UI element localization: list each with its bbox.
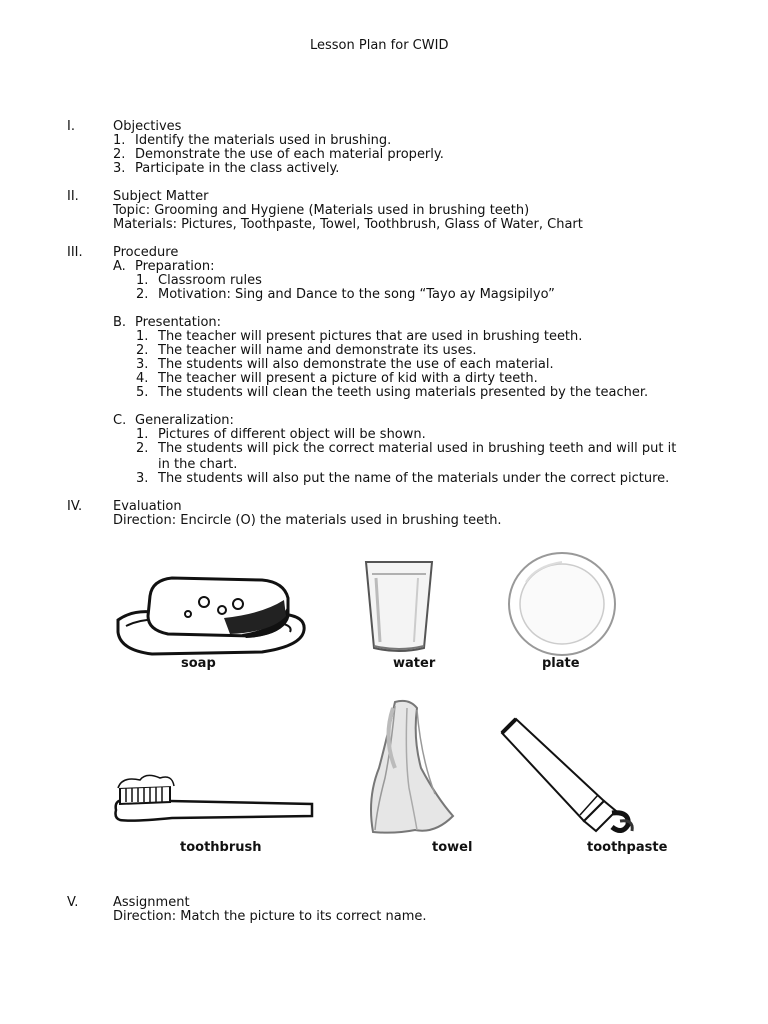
section-numeral-assignment: V. <box>67 895 79 910</box>
soap-icon <box>112 570 312 660</box>
list-number: 1. <box>136 427 149 442</box>
preparation-item: Classroom rules <box>158 273 262 288</box>
presentation-item: The teacher will name and demonstrate its uses. <box>158 343 477 358</box>
generalization-item: Pictures of different object will be shown. <box>158 427 426 442</box>
section-heading-procedure: Procedure <box>113 245 179 260</box>
towel-icon <box>365 698 457 838</box>
generalization-item: The students will pick the correct material used in brushing teeth and will put it <box>158 441 677 456</box>
subsection-letter: A. <box>113 259 126 274</box>
presentation-item: The teacher will present pictures that are used in brushing teeth. <box>158 329 583 344</box>
list-number: 3. <box>136 357 149 372</box>
objective-item: Participate in the class actively. <box>135 161 340 176</box>
section-numeral-subject-matter: II. <box>67 189 79 204</box>
section-heading-objectives: Objectives <box>113 119 182 134</box>
list-number: 1. <box>113 133 126 148</box>
subsection-letter: C. <box>113 413 127 428</box>
picture-label-towel: towel <box>432 840 473 855</box>
list-number: 5. <box>136 385 149 400</box>
picture-label-toothbrush: toothbrush <box>180 840 262 855</box>
list-number: 2. <box>113 147 126 162</box>
list-number: 4. <box>136 371 149 386</box>
preparation-item: Motivation: Sing and Dance to the song “Tayo ay Magsipilyo” <box>158 287 555 302</box>
list-number: 2. <box>136 441 149 456</box>
subsection-letter: B. <box>113 315 127 330</box>
section-heading-evaluation: Evaluation <box>113 499 182 514</box>
presentation-item: The students will also demonstrate the use of each material. <box>158 357 554 372</box>
list-number: 3. <box>113 161 126 176</box>
subsection-heading-presentation: Presentation: <box>135 315 222 330</box>
plate-icon <box>506 550 618 658</box>
subject-materials: Materials: Pictures, Toothpaste, Towel, Toothbrush, Glass of Water, Chart <box>113 217 583 232</box>
subject-topic: Topic: Grooming and Hygiene (Materials used in brushing teeth) <box>113 203 530 218</box>
objective-item: Identify the materials used in brushing. <box>135 133 392 148</box>
presentation-item: The students will clean the teeth using materials presented by the teacher. <box>158 385 649 400</box>
list-number: 3. <box>136 471 149 486</box>
section-numeral-procedure: III. <box>67 245 83 260</box>
section-numeral-evaluation: IV. <box>67 499 83 514</box>
list-number: 1. <box>136 329 149 344</box>
generalization-item-continued: in the chart. <box>158 457 238 472</box>
glass-of-water-icon <box>362 558 436 654</box>
assignment-direction: Direction: Match the picture to its correct name. <box>113 909 427 924</box>
picture-label-plate: plate <box>542 656 580 671</box>
picture-label-water: water <box>393 656 436 671</box>
toothpaste-icon <box>500 715 650 840</box>
subsection-heading-preparation: Preparation: <box>135 259 215 274</box>
section-heading-subject-matter: Subject Matter <box>113 189 209 204</box>
section-numeral-objectives: I. <box>67 119 75 134</box>
list-number: 2. <box>136 287 149 302</box>
objective-item: Demonstrate the use of each material properly. <box>135 147 444 162</box>
picture-label-soap: soap <box>181 656 216 671</box>
section-heading-assignment: Assignment <box>113 895 190 910</box>
presentation-item: The teacher will present a picture of kid with a dirty teeth. <box>158 371 538 386</box>
toothbrush-icon <box>112 770 314 830</box>
evaluation-direction: Direction: Encircle (O) the materials used in brushing teeth. <box>113 513 502 528</box>
page-title: Lesson Plan for CWID <box>310 38 449 53</box>
generalization-item: The students will also put the name of the materials under the correct picture. <box>158 471 670 486</box>
list-number: 2. <box>136 343 149 358</box>
picture-label-toothpaste: toothpaste <box>587 840 668 855</box>
list-number: 1. <box>136 273 149 288</box>
subsection-heading-generalization: Generalization: <box>135 413 234 428</box>
